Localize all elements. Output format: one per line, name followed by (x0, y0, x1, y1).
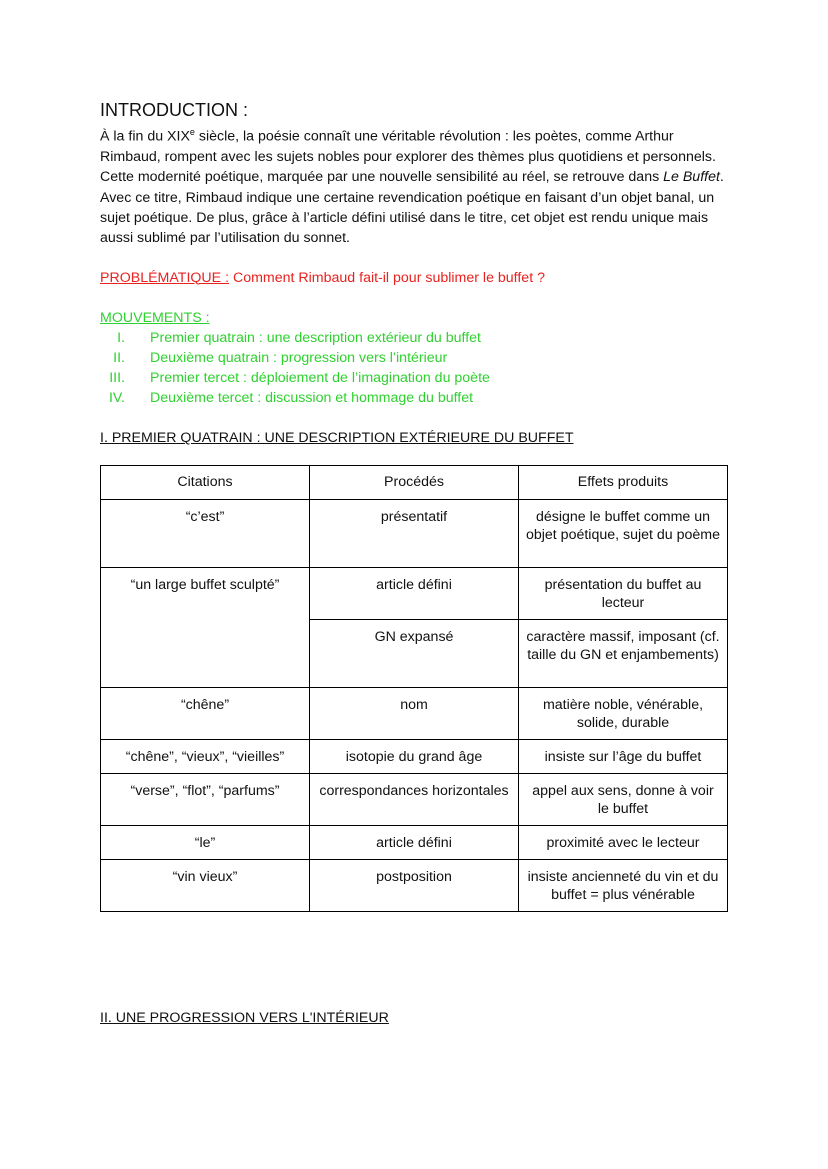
list-item-text: Deuxième quatrain : progression vers l’intérieur (150, 349, 448, 366)
intro-text-part3: . Avec ce titre, Rimbaud indique une certaine revendication poétique en faisant d’un objet banal, un sujet poétique. De plus, grâce à l’article défini utilisé dans le titre, cet objet est rendu unique mais aussi sublimé par l’utilisation du sonnet. (100, 169, 724, 247)
intro-superscript: e (189, 127, 195, 137)
problematique-label: PROBLÉMATIQUE : (100, 269, 230, 286)
table-row (101, 826, 728, 860)
table-row (101, 500, 728, 568)
cell-procede: présentatif (310, 500, 519, 568)
cell-citation: “vin vieux” (101, 860, 310, 912)
cell-procede: article défini (310, 568, 519, 620)
cell-effet: insiste ancienneté du vin et du buffet = plus vénérable (519, 860, 728, 912)
section-1-title: I. PREMIER QUATRAIN : UNE DESCRIPTION EXTÉRIEURE DU BUFFET (100, 430, 574, 447)
header-effets: Effets produits (519, 466, 728, 500)
cell-citation: “c’est” (101, 500, 310, 568)
problematique (100, 268, 730, 288)
problematique-question: Comment Rimbaud fait-il pour sublimer le buffet ? (229, 269, 545, 286)
list-item-number: II. (113, 349, 125, 366)
cell-effet: proximité avec le lecteur (519, 826, 728, 860)
list-item-number: III. (109, 369, 125, 386)
analysis-table (100, 465, 728, 912)
list-item (100, 348, 730, 368)
cell-effet: désigne le buffet comme un objet poétique, sujet du poème (519, 500, 728, 568)
mouvements-title: MOUVEMENTS : (100, 309, 210, 326)
list-item-number: IV. (108, 390, 125, 407)
intro-work-title: Le Buffet (663, 169, 720, 186)
cell-procede: GN expansé (310, 620, 519, 688)
list-item (100, 368, 730, 388)
section-2-title: II. UNE PROGRESSION VERS L'INTÉRIEUR (100, 1010, 389, 1026)
intro-text-part2: siècle, la poésie connaît une véritable révolution : les poètes, comme Arthur Rimbaud, rompent avec les sujets nobles pour explorer des thèmes plus quotidiens et personnels. Cette modernité poétique, marquée par une nouvelle sensibilité au réel, se retrouve dans (100, 128, 716, 186)
cell-procede: postposition (310, 860, 519, 912)
introduction-paragraph (100, 122, 730, 249)
cell-citation: “verse”, “flot”, “parfums” (101, 774, 310, 826)
cell-citation: “chêne”, “vieux”, “vieilles” (101, 740, 310, 774)
cell-citation: “un large buffet sculpté” (101, 568, 310, 688)
table-row (101, 568, 728, 620)
list-item (100, 388, 730, 408)
cell-effet: insiste sur l’âge du buffet (519, 740, 728, 774)
table-header-row (101, 466, 728, 500)
cell-procede: nom (310, 688, 519, 740)
list-item-number: I. (117, 329, 125, 346)
cell-citation: “le” (101, 826, 310, 860)
introduction-title: INTRODUCTION : (100, 100, 248, 120)
cell-procede: correspondances horizontales (310, 774, 519, 826)
list-item (100, 328, 730, 348)
cell-citation: “chêne” (101, 688, 310, 740)
cell-effet: appel aux sens, donne à voir le buffet (519, 774, 728, 826)
table-row (101, 740, 728, 774)
cell-procede: isotopie du grand âge (310, 740, 519, 774)
intro-text-part1: À la fin du XIX (100, 128, 190, 145)
table-row (101, 688, 728, 740)
mouvements-list (100, 328, 730, 409)
header-citations: Citations (101, 466, 310, 500)
list-item-text: Deuxième tercet : discussion et hommage du buffet (150, 390, 474, 407)
cell-effet: présentation du buffet au lecteur (519, 568, 728, 620)
table-row (101, 860, 728, 912)
header-procedes: Procédés (310, 466, 519, 500)
document-page (100, 98, 730, 912)
list-item-text: Premier tercet : déploiement de l’imagination du poète (150, 369, 490, 386)
cell-effet: caractère massif, imposant (cf. taille du GN et enjambements) (519, 620, 728, 688)
cell-procede: article défini (310, 826, 519, 860)
list-item-text: Premier quatrain : une description extérieur du buffet (150, 329, 481, 346)
cell-effet: matière noble, vénérable, solide, durable (519, 688, 728, 740)
table-row (101, 774, 728, 826)
